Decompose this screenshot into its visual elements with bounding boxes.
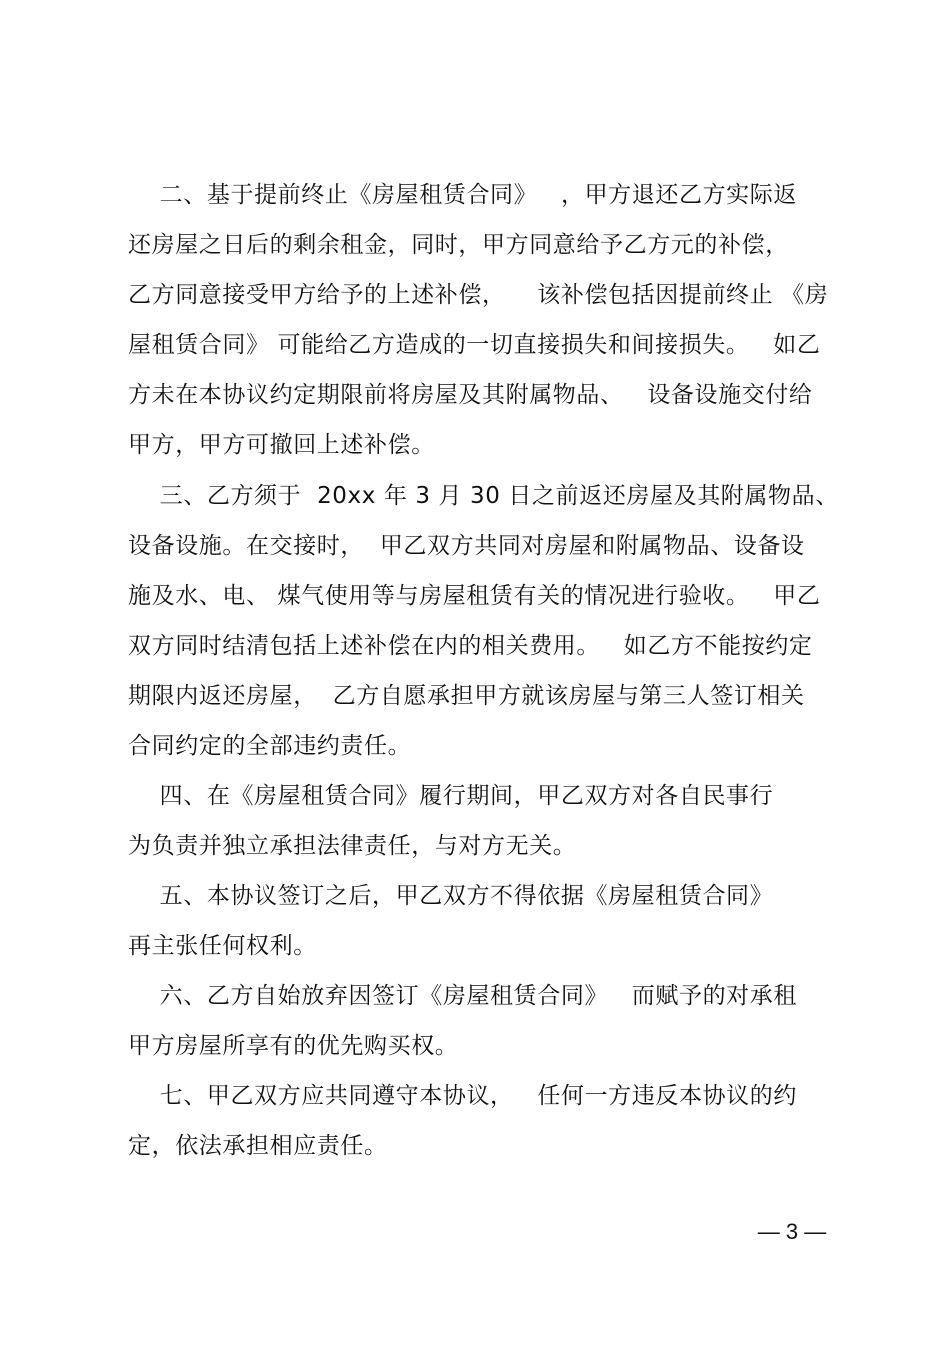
text-line: 为负责并独立承担法律责任，与对方无关。	[128, 833, 577, 859]
text-line: 六、乙方自始放弃因签订《房屋租赁合同》 而赋予的对承租	[128, 983, 797, 1009]
text-line: 三、乙方须于 20xx 年 3 月 30 日之前返还房屋及其附属物品、	[128, 483, 839, 509]
text-line: 期限内返还房屋， 乙方自愿承担甲方就该房屋与第三人签订相关	[128, 683, 805, 709]
text-line: 甲方，甲方可撤回上述补偿。	[128, 432, 435, 458]
text-line: 再主张任何权利。	[128, 933, 317, 959]
text-line: 合同约定的全部违约责任。	[128, 733, 412, 759]
text-line: 七、甲乙双方应共同遵守本协议， 任何一方违反本协议的约	[128, 1083, 797, 1109]
text-line: 定，依法承担相应责任。	[128, 1133, 388, 1159]
text-line: 屋租赁合同》 可能给乙方造成的一切直接损失和间接损失。 如乙	[128, 332, 821, 358]
text-line: 施及水、电、 煤气使用等与房屋租赁有关的情况进行验收。 甲乙	[128, 583, 821, 609]
page-number: — 3 —	[757, 1219, 827, 1244]
text-line: 设备设施。在交接时， 甲乙双方共同对房屋和附属物品、设备设	[128, 533, 805, 559]
text-line: 还房屋之日后的剩余租金，同时，甲方同意给予乙方元的补偿，	[128, 232, 789, 258]
text-line: 二、基于提前终止《房屋租赁合同》 ，甲方退还乙方实际返	[128, 182, 797, 208]
text-line: 双方同时结清包括上述补偿在内的相关费用。 如乙方不能按约定	[128, 633, 813, 659]
text-line: 五、本协议签订之后，甲乙双方不得依据《房屋租赁合同》	[128, 883, 774, 909]
text-line: 方未在本协议约定期限前将房屋及其附属物品、 设备设施交付给	[128, 382, 813, 408]
text-line: 甲方房屋所享有的优先购买权。	[128, 1033, 459, 1059]
text-line: 乙方同意接受甲方给予的上述补偿， 该补偿包括因提前终止 《房	[128, 282, 829, 308]
text-line: 四、在《房屋租赁合同》履行期间，甲乙双方对各自民事行	[128, 783, 774, 809]
